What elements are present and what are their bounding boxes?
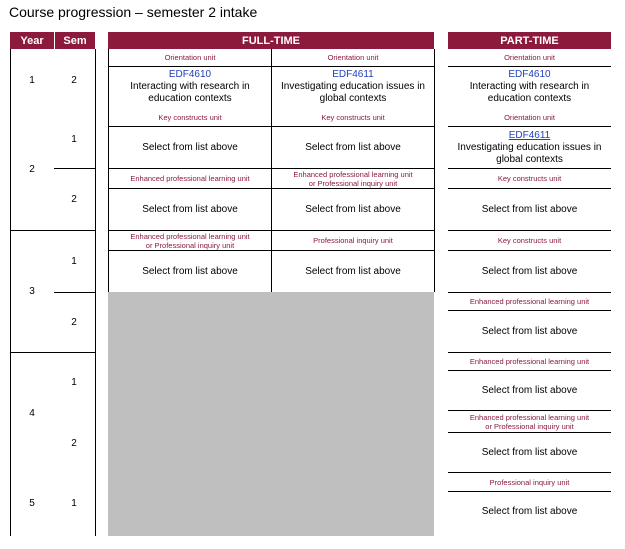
sem-label: 1 xyxy=(71,498,77,509)
unit-type-label: Orientation unit xyxy=(327,53,379,62)
unit-type-label: Key constructs unit xyxy=(497,174,562,183)
label-line: Enhanced professional learning unit xyxy=(130,231,250,241)
label-line: or Professional inquiry unit xyxy=(485,421,574,431)
select-cell: Select from list above xyxy=(305,141,401,153)
label-line: or Professional inquiry unit xyxy=(308,178,398,188)
unit-name: Investigating education issues in xyxy=(457,141,602,153)
select-cell: Select from list above xyxy=(142,141,238,153)
sem-label: 2 xyxy=(71,317,77,328)
year-label: 4 xyxy=(29,408,35,419)
empty-fulltime-area xyxy=(108,292,434,536)
select-cell: Select from list above xyxy=(481,203,578,215)
unit-name: global contexts xyxy=(496,153,563,165)
unit-type-label: Enhanced professional learning unit xyxy=(130,174,250,183)
unit-type-label: Key constructs unit xyxy=(497,236,562,245)
year-label: 3 xyxy=(29,286,35,297)
select-cell: Select from list above xyxy=(481,384,578,396)
full-time-header: FULL-TIME xyxy=(108,32,434,49)
year-label: 5 xyxy=(29,498,35,509)
page-title: Course progression – semester 2 intake xyxy=(9,4,258,20)
sem-header: Sem xyxy=(54,32,95,49)
select-cell: Select from list above xyxy=(305,265,401,277)
unit-type-label: Professional inquiry unit xyxy=(489,477,570,487)
unit-type-label xyxy=(448,411,611,432)
unit-type-label: Orientation unit xyxy=(164,53,216,62)
select-cell: Select from list above xyxy=(481,265,578,277)
unit-cell xyxy=(109,67,271,107)
sem-label: 1 xyxy=(71,134,77,145)
year-label: 1 xyxy=(29,75,35,86)
unit-type-label: Key constructs unit xyxy=(321,112,385,122)
unit-type-label xyxy=(109,231,271,250)
unit-type-label: Enhanced professional learning unit xyxy=(469,357,590,366)
unit-type-label: Orientation unit xyxy=(504,53,555,62)
label-line: Enhanced professional learning unit xyxy=(293,169,413,179)
unit-type-label: Orientation unit xyxy=(504,112,555,122)
sem-label: 2 xyxy=(71,194,77,205)
year-label: 2 xyxy=(29,164,35,175)
unit-name: Investigating education issues in xyxy=(281,81,425,92)
select-cell: Select from list above xyxy=(481,446,578,458)
unit-name: Interacting with research in xyxy=(130,81,250,92)
unit-type-label: Enhanced professional learning unit xyxy=(469,297,590,306)
unit-type-label: Professional inquiry unit xyxy=(313,236,393,245)
label-line: or Professional inquiry unit xyxy=(145,240,235,250)
unit-code: EDF4610 xyxy=(168,69,212,80)
year-header: Year xyxy=(10,32,54,49)
unit-code: EDF4611 xyxy=(332,69,374,80)
unit-name: education contexts xyxy=(148,93,232,104)
unit-type-label xyxy=(272,169,434,188)
sem-label: 1 xyxy=(71,377,77,388)
unit-code: EDF4610 xyxy=(508,69,551,80)
unit-name: global contexts xyxy=(319,93,387,104)
select-cell: Select from list above xyxy=(142,203,238,215)
unit-cell xyxy=(272,67,434,107)
unit-cell xyxy=(448,127,611,168)
sem-label: 2 xyxy=(71,438,77,449)
label-line: Enhanced professional learning unit xyxy=(469,412,590,422)
sem-label: 2 xyxy=(71,75,77,86)
unit-type-label: Key constructs unit xyxy=(158,112,222,122)
select-cell: Select from list above xyxy=(481,325,578,337)
unit-code-link[interactable]: EDF4611 xyxy=(508,129,551,141)
select-cell: Select from list above xyxy=(305,203,401,215)
unit-cell xyxy=(448,67,611,107)
unit-name: Interacting with research in xyxy=(469,81,590,92)
select-cell: Select from list above xyxy=(481,506,578,517)
part-time-header: PART-TIME xyxy=(448,32,611,49)
sem-label: 1 xyxy=(71,256,77,267)
unit-name: education contexts xyxy=(487,93,572,104)
select-cell: Select from list above xyxy=(142,265,238,277)
